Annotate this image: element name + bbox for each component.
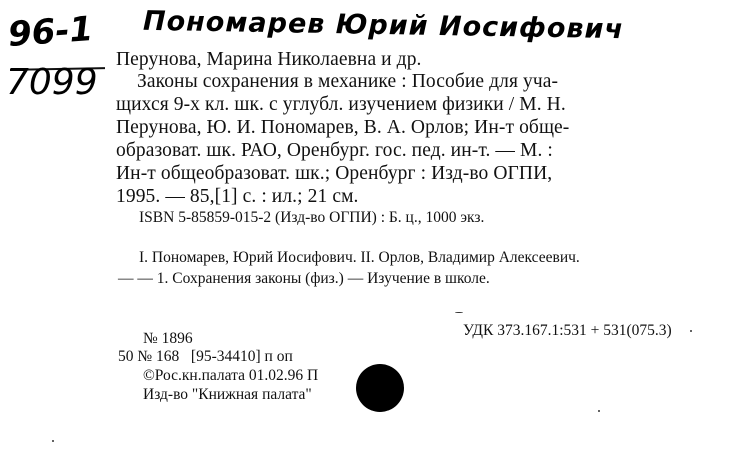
- shelf-mark-bottom: 7099: [6, 62, 98, 103]
- ink-blot: [356, 364, 404, 412]
- order-line: 50 № 168 [95-34410] п оп: [118, 348, 293, 365]
- shelf-mark-top: 96-1: [6, 9, 95, 55]
- paper-speck: [455, 312, 463, 313]
- publisher-line: Изд-во "Книжная палата": [143, 386, 312, 403]
- paper-speck: [598, 410, 600, 412]
- title-line-4: образоват. шк. РАО, Оренбург. гос. пед. ин-т. — М. :: [116, 140, 553, 161]
- title-line-1: Законы сохранения в механике : Пособие для уча-: [137, 71, 559, 92]
- paper-speck: [52, 440, 54, 442]
- title-line-2: щихся 9-х кл. шк. с углубл. изучением физики / М. Н.: [116, 94, 566, 115]
- copyright-line: ©Рос.кн.палата 01.02.96 П: [143, 367, 319, 384]
- tracing-line-1: I. Пономарев, Юрий Иосифович. II. Орлов, Владимир Алексеевич.: [139, 249, 580, 266]
- author-heading: Перунова, Марина Николаевна и др.: [116, 49, 422, 70]
- tracing-line-2: — — 1. Сохранения законы (физ.) — Изучение в школе.: [118, 270, 490, 287]
- isbn-line: ISBN 5-85859-015-2 (Изд-во ОГПИ) : Б. ц., 1000 экз.: [139, 209, 485, 226]
- paper-speck: [690, 330, 692, 332]
- title-line-5: Ин-т общеобразоват. шк.; Оренбург : Изд-во ОГПИ,: [116, 163, 553, 184]
- udc-code: УДК 373.167.1:531 + 531(075.3): [463, 322, 672, 339]
- title-line-3: Перунова, Ю. И. Пономарев, В. А. Орлов; Ин-т обще-: [116, 117, 570, 138]
- handwritten-author-name: Пономарев Юрий Иосифович: [142, 5, 625, 46]
- title-line-6: 1995. — 85,[1] с. : ил.; 21 см.: [116, 186, 359, 207]
- record-number: № 1896: [143, 330, 193, 347]
